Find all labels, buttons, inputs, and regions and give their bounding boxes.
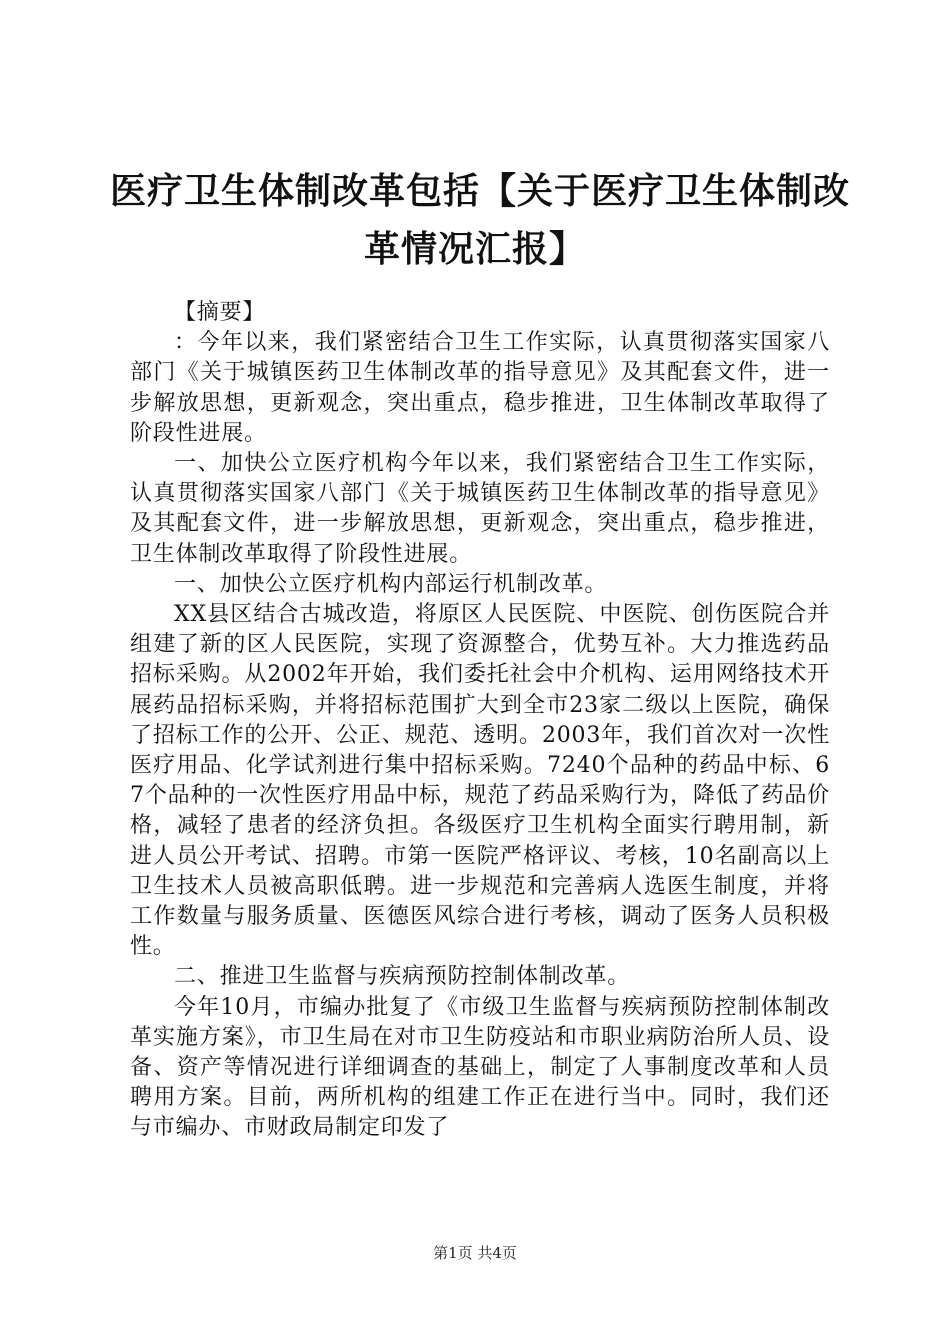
body-paragraph: 今年10月，市编办批复了《市级卫生监督与疾病预防控制体制改革实施方案》，市卫生局在对市卫生防疫站和市职业病防治所人员、设备、资产等情况进行详细调查的基础上，制定了人事制度改革和人员聘用方案。目前，两所机构的组建工作正在进行当中。同时，我们还与市编办、市财政局制定印发了 — [130, 994, 830, 1141]
abstract-heading: 【摘要】 — [174, 300, 266, 325]
title-line-1: 医疗卫生体制改革包括【关于医疗卫生体制改 — [110, 170, 851, 212]
title-line-2: 革情况汇报】 — [363, 228, 586, 270]
page-number-footer: 第1页 共4页 — [433, 1244, 517, 1262]
body-paragraph: XX县区结合古城改造，将原区人民医院、中医院、创伤医院合并组建了新的区人民医院，实现了资源整合，优势互补。大力推选药品招标采购。从2002年开始，我们委托社会中介机构、运用网络技术开展药品招标采购，并将招标范围扩大到全市23家二级以上医院，确保了招标工作的公开、公正、规范、透明。2003年，我们首次对一次性医疗用品、化学试剂进行集中招标采购。7240个品种的药品中标、67个品种的一次性医疗用品中标，规范了药品采购行为，降低了药品价格，减轻了患者的经济负担。各级医疗卫生机构全面实行聘用制，新进人员公开考试、招聘。市第一医院严格评议、考核，10名副高以上卫生技术人员被高职低聘。进一步规范和完善病人选医生制度，并将工作数量与服务质量、医德医风综合进行考核，调动了医务人员积极性。 — [130, 602, 830, 960]
body-paragraph: 一、加快公立医疗机构今年以来，我们紧密结合卫生工作实际，认真贯彻落实国家八部门《关于城镇医药卫生体制改革的指导意见》及其配套文件，进一步解放思想，更新观念，突出重点，稳步推进，卫生体制改革取得了阶段性进展。 — [130, 451, 830, 567]
section-heading: 一、加快公立医疗机构内部运行机制改革。 — [174, 571, 608, 597]
section-heading: 二、推进卫生监督与疾病预防控制体制改革。 — [174, 964, 631, 990]
abstract-paragraph: ：今年以来，我们紧密结合卫生工作实际，认真贯彻落实国家八部门《关于城镇医药卫生体制改革的指导意见》及其配套文件，进一步解放思想，更新观念，突出重点，稳步推进，卫生体制改革取得了阶段性进展。 — [130, 330, 830, 446]
document-body — [130, 298, 830, 1144]
document-title — [110, 162, 851, 278]
